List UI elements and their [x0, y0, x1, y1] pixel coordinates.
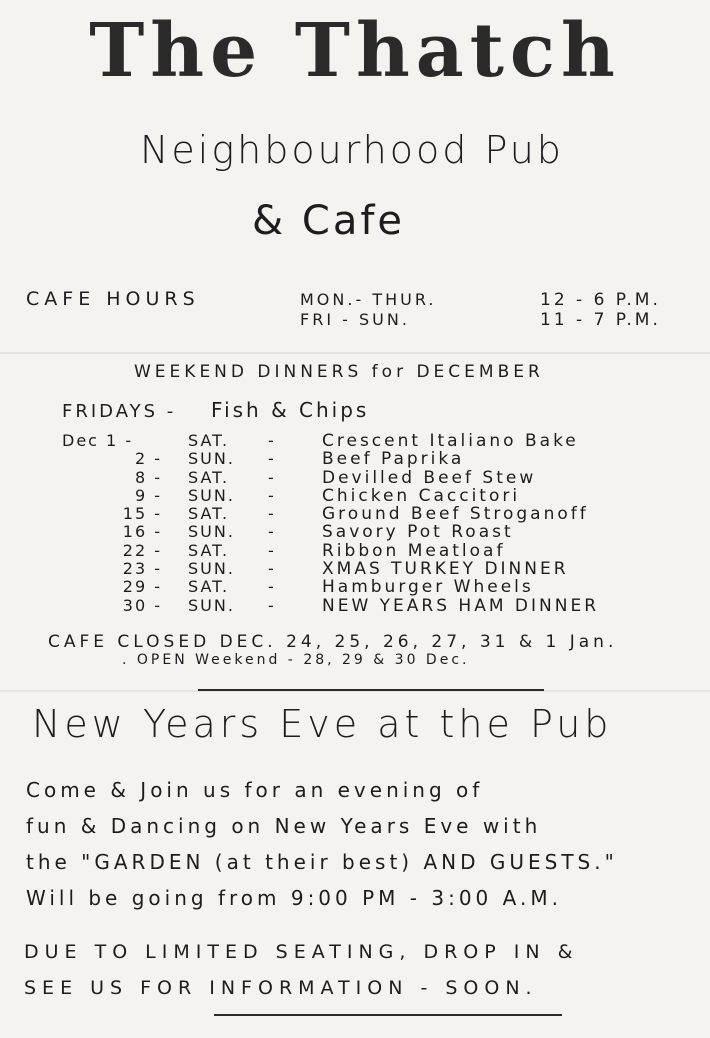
menu-date: 29 -: [122, 577, 162, 597]
menu-date: 15 -: [122, 504, 162, 524]
menu-date: 30 -: [122, 595, 162, 615]
menu-dish: Ground Beef Stroganoff: [322, 504, 589, 525]
menu-row: [62, 523, 702, 541]
menu-day: SAT.: [188, 431, 230, 450]
seating-line: SEE US FOR INFORMATION - SOON.: [24, 977, 538, 999]
menu-row: [62, 432, 702, 450]
seating-notice: [24, 934, 578, 1006]
menu-dish: Beef Paprika: [322, 449, 465, 470]
hours-time-row: 11 - 7 P.M.: [540, 310, 661, 330]
menu-day: SAT.: [188, 467, 230, 487]
nye-line: the "GARDEN (at their best) AND GUESTS.": [26, 850, 618, 874]
menu-date: 9 -: [134, 485, 162, 505]
divider-line: [214, 1014, 562, 1016]
hours-days-row: MON.- THUR.: [300, 290, 437, 309]
cafe-hours-times: [540, 290, 661, 330]
menu-row: [62, 487, 702, 505]
dinners-heading: WEEKEND DINNERS for DECEMBER: [134, 362, 544, 382]
menu-row: [62, 542, 702, 560]
menu-day: SAT.: [188, 540, 230, 560]
menu-date: Dec 1 -: [62, 431, 134, 450]
dinner-schedule: [62, 432, 702, 615]
menu-dash: -: [268, 485, 274, 505]
menu-dish: NEW YEARS HAM DINNER: [322, 595, 600, 616]
menu-row: [62, 450, 702, 468]
paper-fold: [0, 352, 710, 354]
menu-date: 16 -: [122, 522, 162, 542]
menu-dash: -: [268, 504, 274, 524]
menu-dash: -: [268, 595, 274, 615]
subtitle-line2: & Cafe: [252, 198, 406, 244]
cafe-open-notice: . OPEN Weekend - 28, 29 & 30 Dec.: [122, 652, 470, 668]
menu-date: 8 -: [134, 467, 162, 487]
nye-heading: New Years Eve at the Pub: [32, 702, 613, 746]
subtitle-line1: Neighbourhood Pub: [140, 128, 564, 172]
nye-line: Come & Join us for an evening of: [26, 778, 484, 802]
menu-dish: Ribbon Meatloaf: [322, 540, 506, 561]
fridays-line: [62, 398, 369, 422]
menu-day: SAT.: [188, 577, 230, 597]
fridays-label: FRIDAYS -: [62, 401, 177, 422]
menu-row: [62, 597, 702, 615]
divider-line: [198, 689, 544, 691]
nye-description: [26, 772, 618, 916]
seating-line: DUE TO LIMITED SEATING, DROP IN &: [24, 941, 579, 963]
menu-row: [62, 560, 702, 578]
hours-time-row: 12 - 6 P.M.: [540, 290, 661, 310]
menu-dash: -: [268, 577, 274, 597]
menu-date: 22 -: [122, 540, 162, 560]
menu-dish: Hamburger Wheels: [322, 577, 534, 598]
menu-day: SUN.: [188, 595, 235, 615]
cafe-closed-notice: CAFE CLOSED DEC. 24, 25, 26, 27, 31 & 1 Jan.: [48, 632, 618, 652]
menu-dish: Chicken Caccitori: [322, 485, 521, 506]
menu-date: 23 -: [122, 559, 162, 579]
hours-days-row: FRI - SUN.: [300, 310, 410, 329]
menu-dish: Devilled Beef Stew: [322, 467, 537, 488]
pub-name-title: The Thatch: [89, 8, 621, 94]
cafe-hours-label: CAFE HOURS: [26, 288, 200, 310]
menu-dash: -: [268, 431, 274, 450]
nye-line: fun & Dancing on New Years Eve with: [26, 814, 542, 838]
menu-dish: Savory Pot Roast: [322, 522, 514, 543]
menu-row: [62, 578, 702, 596]
menu-dash: -: [268, 467, 274, 487]
menu-day: SUN.: [188, 522, 235, 542]
menu-dish: XMAS TURKEY DINNER: [322, 559, 569, 580]
menu-day: SAT.: [188, 504, 230, 524]
menu-dash: -: [268, 540, 274, 560]
menu-dash: -: [268, 449, 274, 469]
nye-line: Will be going from 9:00 PM - 3:00 A.M.: [26, 886, 562, 910]
fridays-dish: Fish & Chips: [211, 398, 370, 422]
menu-dish: Crescent Italiano Bake: [322, 431, 579, 451]
menu-day: SUN.: [188, 485, 235, 505]
menu-day: SUN.: [188, 559, 235, 579]
menu-dash: -: [268, 522, 274, 542]
menu-row: [62, 469, 702, 487]
menu-dash: -: [268, 559, 274, 579]
cafe-hours-days: [300, 290, 436, 330]
menu-row: [62, 505, 702, 523]
menu-day: SUN.: [188, 449, 235, 469]
menu-date: 2 -: [134, 449, 162, 469]
